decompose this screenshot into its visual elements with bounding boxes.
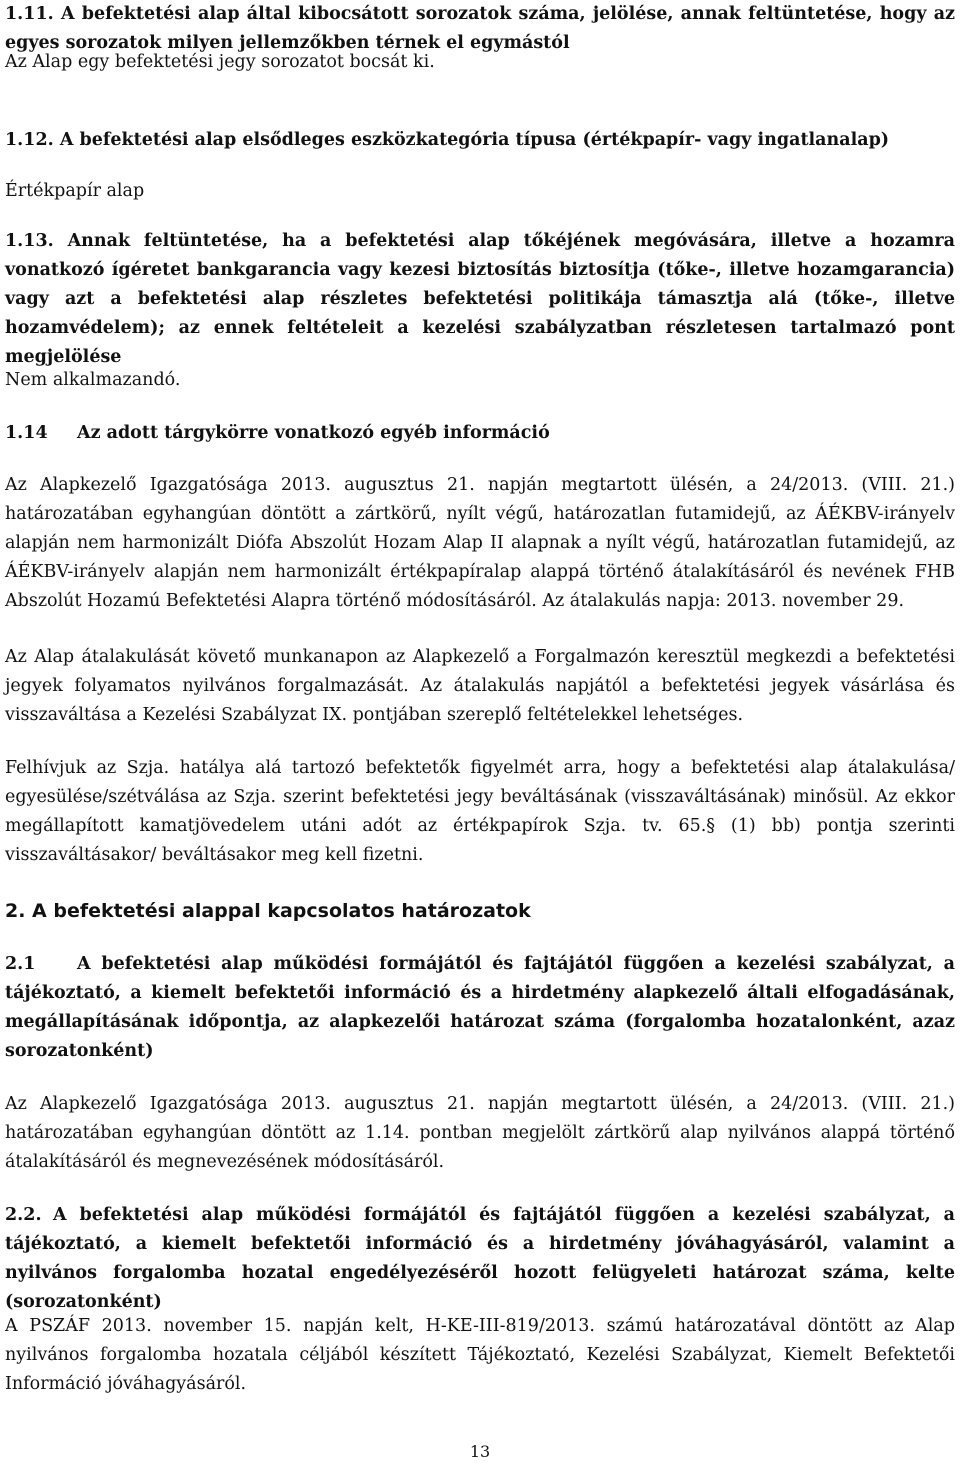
section-title: Annak feltüntetése, ha a befektetési alap tőkéjének megóvására, illetve a hozamra vonatkozó ígéretet bankgarancia vagy kezesi biztosítás biztosítja (tőke-, illetve hozamgarancia) vagy azt a befektetési alap részletes befektetési politikája támasztja alá (tőke-, illetve hozamvédelem); az ennek feltételeit a kezelési szabályzatban részletesen tartalmazó pont megjelölése	[5, 231, 955, 367]
section-number: 1.13.	[5, 231, 54, 251]
section-number: 1.12.	[5, 130, 54, 150]
document-page	[5, 0, 955, 1460]
section-title: A befektetési alap által kibocsátott sorozatok száma, jelölése, annak feltüntetése, hogy az egyes sorozatok milyen jellemzőkben térnek el egymástól	[5, 4, 955, 53]
section-2-2-heading	[5, 1201, 955, 1317]
section-1-14-paragraph: Az Alapkezelő Igazgatósága 2013. augusztus 21. napján megtartott ülésén, a 24/2013. (VIII. 21.) határozatában egyhangúan döntött a zártkörű, nyílt végű, határozatlan futamidejű, az ÁÉKBV-irányelv alapján nem harmonizált Diófa Abszolút Hozam Alap II alapnak a nyílt végű, határozatlan futamidejű, az ÁÉKBV-irányelv alapján nem harmonizált értékpapíralap alappá történő átalakításáról és nevének FHB Abszolút Hozamú Befektetési Alapra történő módosításáról. Az átalakulás napja: 2013. november 29.	[5, 475, 955, 611]
section-2-2-body: A PSZÁF 2013. november 15. napján kelt, H-KE-III-819/2013. számú határozatával döntött az Alap nyilvános forgalomba hozatala céljából készített Tájékoztató, Kezelési Szabályzat, Kiemelt Befektetői Információ jóváhagyásáról.	[5, 1316, 955, 1394]
section-2-1-heading	[5, 950, 955, 1066]
section-title: A befektetési alap működési formájától és fajtájától függően a kezelési szabályzat, a tájékoztató, a kiemelt befektetői információ és a hirdetmény jóváhagyásáról, valamint a nyilvános forgalomba hozatal engedélyezéséről hozott felügyeleti határozat száma, kelte (sorozatonként)	[5, 1205, 955, 1312]
section-number: 1.14	[5, 423, 48, 443]
section-1-14-paragraph: Felhívjuk az Szja. hatálya alá tartozó befektetők figyelmét arra, hogy a befektetési alap átalakulása/ egyesülése/szétválása az Szja. szerint befektetési jegy beváltásának (visszaváltásának) minősül. Az ekkor megállapított kamatjövedelem utáni adót az értékpapírok Szja. tv. 65.§ (1) bb) pontja szerinti visszaváltásakor/ beváltásakor meg kell fizetni.	[5, 758, 955, 865]
section-1-12-body: Értékpapír alap	[5, 181, 145, 201]
section-title: A befektetési alap működési formájától és fajtájától függően a kezelési szabályzat, a tájékoztató, a kiemelt befektetői információ és a hirdetmény alapkezelő általi elfogadásának, megállapításának időpontja, az alapkezelői határozat száma (forgalomba hozatalonként, azaz sorozatonként)	[5, 954, 955, 1061]
section-title: Az adott tárgykörre vonatkozó egyéb információ	[77, 423, 550, 443]
section-1-13-heading	[5, 227, 955, 372]
section-title: A befektetési alap elsődleges eszközkategória típusa (értékpapír- vagy ingatlanalap)	[59, 130, 890, 150]
section-1-14-paragraph: Az Alap átalakulását követő munkanapon az Alapkezelő a Forgalmazón keresztül megkezdi a befektetési jegyek folyamatos nyilvános forgalmazását. Az átalakulás napjától a befektetési jegyek vásárlása és visszaváltása a Kezelési Szabályzat IX. pontjában szereplő feltételekkel lehetséges.	[5, 647, 955, 725]
section-1-14-heading	[5, 419, 955, 448]
section-2-heading: 2. A befektetési alappal kapcsolatos határozatok	[5, 900, 531, 922]
section-number: 2.1	[5, 954, 36, 974]
section-1-13-body: Nem alkalmazandó.	[5, 370, 181, 390]
section-number: 1.11.	[5, 4, 54, 24]
section-1-11-body: Az Alap egy befektetési jegy sorozatot bocsát ki.	[5, 52, 435, 72]
section-1-12-heading	[5, 126, 955, 155]
page-number: 13	[469, 1442, 491, 1461]
section-2-1-body: Az Alapkezelő Igazgatósága 2013. augusztus 21. napján megtartott ülésén, a 24/2013. (VIII. 21.) határozatában egyhangúan döntött az 1.14. pontban megjelölt zártkörű alap nyilvános alappá történő átalakításáról és megnevezésének módosításáról.	[5, 1094, 955, 1172]
section-number: 2.2.	[5, 1205, 42, 1225]
